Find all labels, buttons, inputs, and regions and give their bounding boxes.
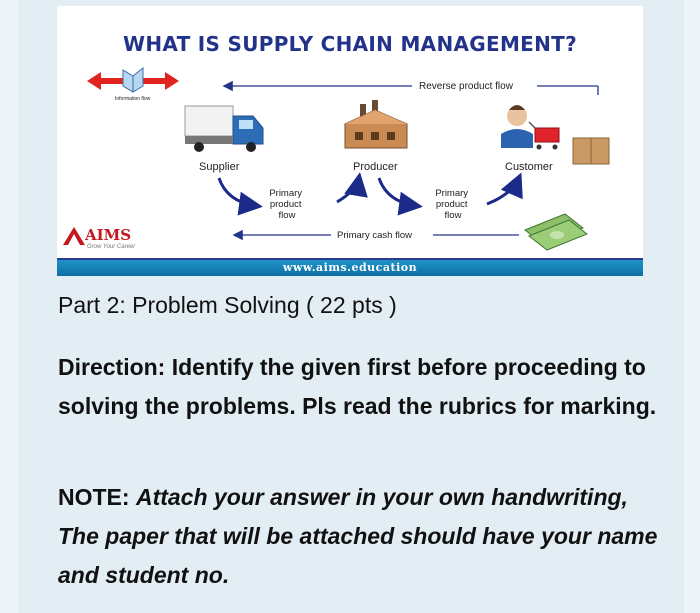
primary-flow-left-line-2: product [269,199,302,210]
note-label: NOTE: [58,484,130,510]
cash-icon [525,214,587,250]
node-customer: Customer [505,161,553,173]
cart-icon [529,122,559,150]
primary-flow-right-line-2: product [435,199,468,210]
factory-icon [345,100,407,148]
primary-flow-right-line-3: flow [444,210,462,221]
banner-title: WHAT IS SUPPLY CHAIN MANAGEMENT? [122,32,578,56]
reverse-flow-arrow [225,86,598,95]
primary-flow-left-line-3: flow [278,210,296,221]
part-heading: Part 2: Problem Solving ( 22 pts ) [58,292,397,318]
primary-flow-left-label [269,188,304,221]
url-bar: www.aims.education [57,258,643,276]
primary-flow-right-label [435,188,470,221]
cash-flow-label: Primary cash flow [337,230,412,241]
primary-flow-right-line-1: Primary [435,188,469,199]
node-supplier: Supplier [199,161,240,173]
customer-icon [501,105,609,164]
node-producer: Producer [353,161,398,173]
package-icon [573,138,609,164]
book-icon [123,68,143,92]
supply-chain-banner [57,6,643,274]
primary-flow-arrows [219,178,519,206]
logo-emblem-icon [63,227,85,245]
note-body: Attach your answer in your own handwriting, The paper that will be attached should have your name and student no. [58,484,658,588]
note-text [58,478,658,595]
primary-flow-left-line-1: Primary [269,188,303,199]
truck-icon [185,106,263,152]
logo-tagline: Grow Your Career [87,244,136,250]
direction-text: Direction: Identify the given first before proceeding to solving the problems. Pls read the rubrics for marking. [58,354,657,419]
reverse-flow-label: Reverse product flow [419,81,513,92]
information-flow-label: Information flow [115,96,151,102]
information-flow-arrow [87,68,179,92]
supply-chain-diagram [57,6,643,258]
logo-name: AIMS [85,226,132,244]
aims-logo [63,226,153,256]
